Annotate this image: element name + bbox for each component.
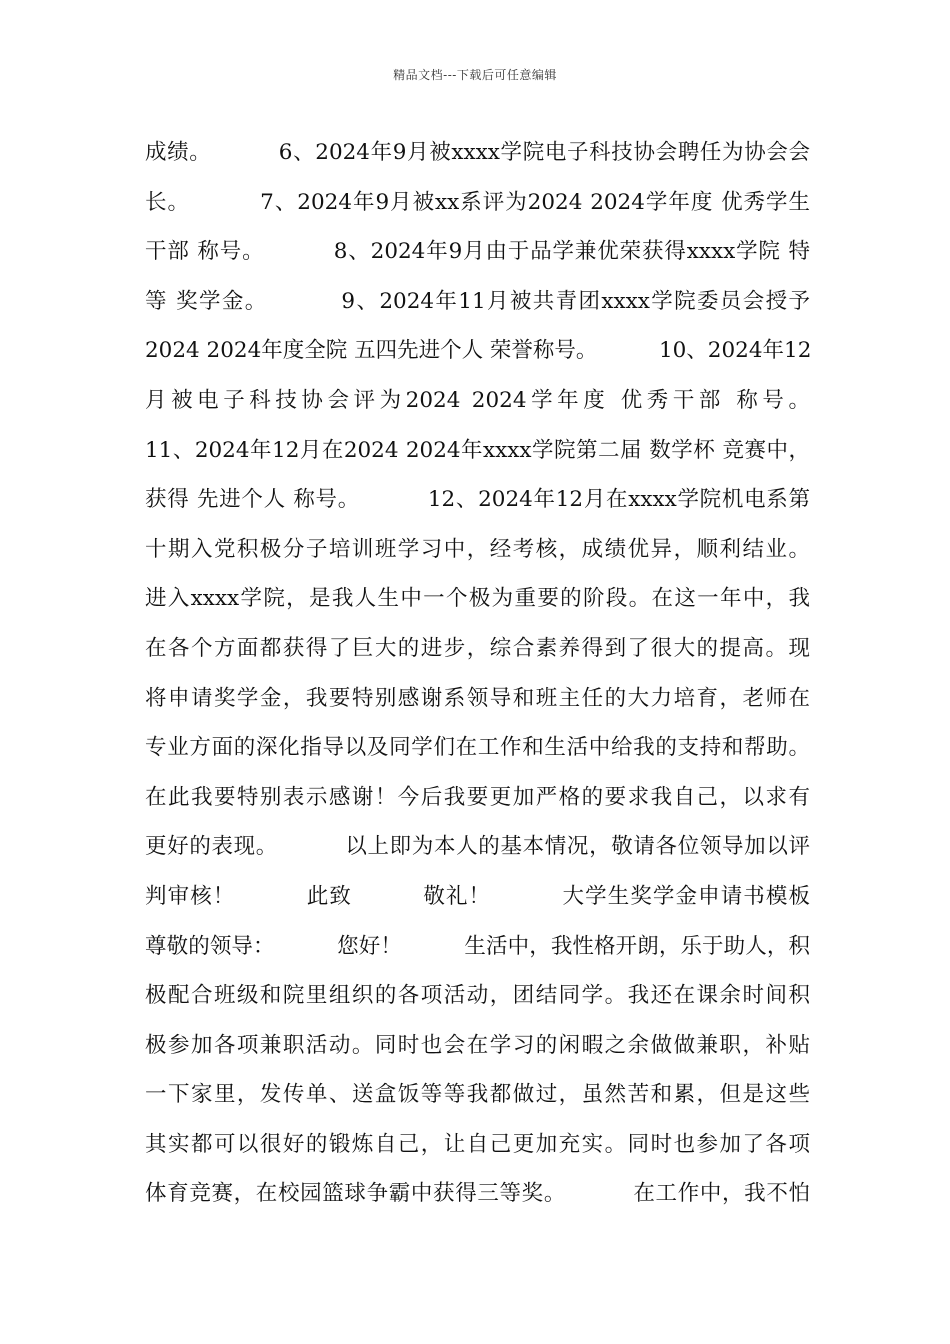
text-line: 极参加各项兼职活动。同时也会在学习的闲暇之余做做兼职，补贴	[145, 1032, 810, 1058]
text-line: 干部 称号。 8、2024年9月由于品学兼优荣获得xxxx学院 特	[145, 239, 810, 265]
text-line: 在此我要特别表示感谢！今后我要更加严格的要求我自己，以求有	[145, 784, 810, 810]
text-line: 体育竞赛，在校园篮球争霸中获得三等奖。 在工作中，我不怕	[145, 1181, 810, 1207]
text-line: 获得 先进个人 称号。 12、2024年12月在xxxx学院机电系第	[145, 487, 810, 513]
text-line: 其实都可以很好的锻炼自己，让自己更加充实。同时也参加了各项	[145, 1131, 810, 1157]
text-line: 尊敬的领导： 您好！ 生活中，我性格开朗，乐于助人，积	[145, 933, 810, 959]
text-line: 极配合班级和院里组织的各项活动，团结同学。我还在课余时间积	[145, 983, 810, 1009]
text-line: 11、2024年12月在2024 2024年xxxx学院第二届 数学杯 竞赛中，	[145, 437, 810, 463]
page-header: 精品文档---下载后可任意编辑	[393, 68, 557, 82]
text-line: 十期入党积极分子培训班学习中，经考核，成绩优异，顺利结业。	[145, 536, 810, 562]
text-line: 将申请奖学金，我要特别感谢系领导和班主任的大力培育，老师在	[145, 685, 810, 711]
text-line: 2024 2024年度全院 五四先进个人 荣誉称号。 10、2024年12	[145, 338, 812, 364]
text-line: 长。 7、2024年9月被xx系评为2024 2024学年度 优秀学生	[145, 189, 810, 215]
text-line: 判审核！ 此致 敬礼！ 大学生奖学金申请书模板	[145, 883, 810, 909]
text-line: 月被电子科技协会评为2024 2024学年度 优秀干部 称号。	[145, 387, 810, 413]
document-body	[145, 128, 810, 1219]
text-line: 进入xxxx学院，是我人生中一个极为重要的阶段。在这一年中，我	[145, 586, 810, 612]
text-line: 在各个方面都获得了巨大的进步，综合素养得到了很大的提高。现	[145, 635, 810, 661]
text-line: 等 奖学金。 9、2024年11月被共青团xxxx学院委员会授予	[145, 288, 810, 314]
text-line: 一下家里，发传单、送盒饭等等我都做过，虽然苦和累，但是这些	[145, 1082, 810, 1108]
text-line: 成绩。 6、2024年9月被xxxx学院电子科技协会聘任为协会会	[145, 140, 810, 165]
text-line: 专业方面的深化指导以及同学们在工作和生活中给我的支持和帮助。	[145, 735, 810, 761]
text-line: 更好的表现。 以上即为本人的基本情况，敬请各位领导加以评	[145, 834, 810, 860]
